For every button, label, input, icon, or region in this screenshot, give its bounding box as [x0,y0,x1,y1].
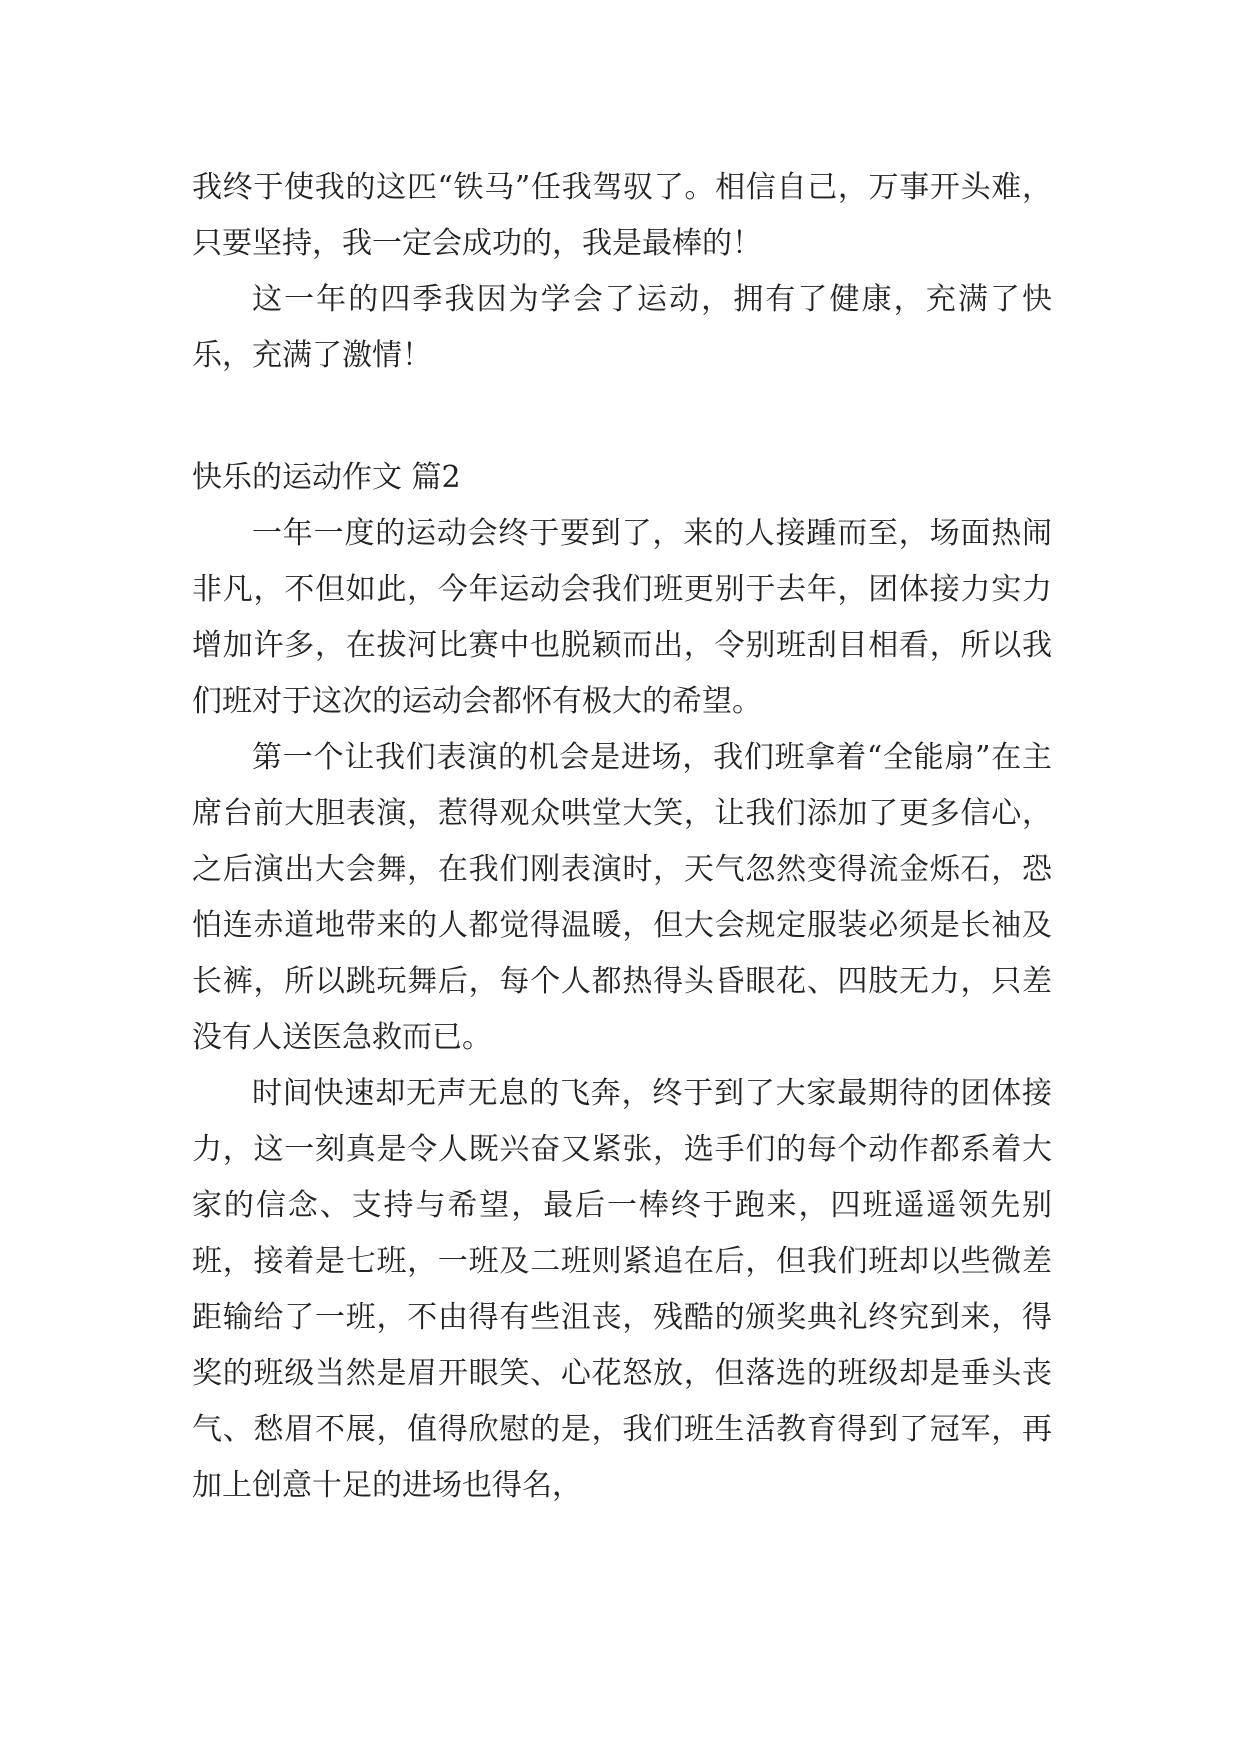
paragraph: 这一年的四季我因为学会了运动，拥有了健康，充满了快乐，充满了激情！ [192,282,1052,373]
section-title: 快乐的运动作文 篇2 [192,460,461,495]
section-text-block [192,506,1052,1514]
paragraph: 时间快速却无声无息的飞奔，终于到了大家最期待的团体接力，这一刻真是令人既兴奋又紧张，选手们的每个动作都系着大家的信念、支持与希望，最后一棒终于跑来，四班遥遥领先别班，接着是七班，一班及二班则紧追在后，但我们班却以些微差距输给了一班，不由得有些沮丧，残酷的颁奖典礼终究到来，得奖的班级当然是眉开眼笑、心花怒放，但落选的班级却是垂头丧气、愁眉不展，值得欣慰的是，我们班生活教育得到了冠军，再加上创意十足的进场也得名， [192,1076,1052,1503]
paragraph: 一年一度的运动会终于要到了，来的人接踵而至，场面热闹非凡，不但如此，今年运动会我们班更别于去年，团体接力实力增加许多，在拔河比赛中也脱颖而出，令别班刮目相看，所以我们班对于这次的运动会都怀有极大的希望。 [192,516,1052,719]
top-text-block [192,160,1052,384]
paragraph: 第一个让我们表演的机会是进场，我们班拿着“全能扇”在主席台前大胆表演，惹得观众哄堂大笑，让我们添加了更多信心，之后演出大会舞，在我们刚表演时，天气忽然变得流金烁石，恐怕连赤道地带来的人都觉得温暖，但大会规定服装必须是长袖及长裤，所以跳玩舞后，每个人都热得头昏眼花、四肢无力，只差没有人送医急救而已。 [192,740,1052,1055]
paragraph: 我终于使我的这匹“铁马”任我驾驭了。相信自己，万事开头难，只要坚持，我一定会成功的，我是最棒的！ [192,170,1052,261]
